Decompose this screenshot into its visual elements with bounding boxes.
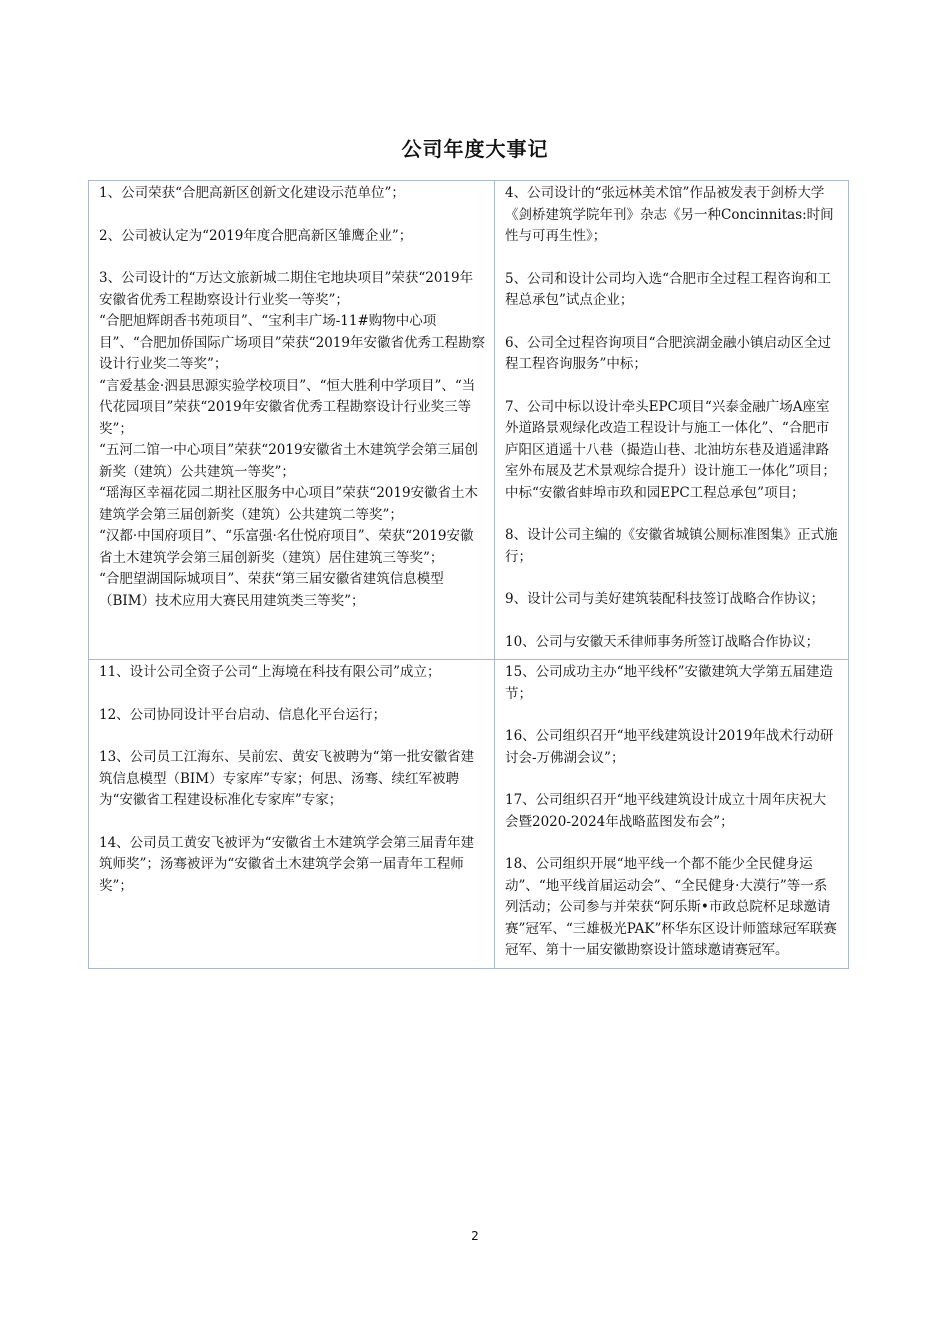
event-item-3-third-prize: “言爱基金·泗县思源实验学校项目”、“恒大胜利中学项目”、“当代花园项目”荣获“2019年安徽省优秀工程勘察设计行业奖三等奖”； (99, 377, 476, 437)
event-item-16: 16、公司组织召开“地平线建筑设计2019年战术行动研讨会-万佛湖会议”； (505, 728, 834, 766)
event-item-2: 2、公司被认定为“2019年度合肥高新区雏鹰企业”； (99, 227, 413, 244)
event-item-10: 10、公司与安徽天禾律师事务所签订战略合作协议； (505, 633, 820, 650)
event-item-3-innovation-third: “汉都·中国府项目”、“乐富强·名仕悦府项目”、荣获“2019安徽省土木建筑学会第三届创新奖（建筑）居住建筑三等奖”； (99, 528, 474, 566)
table-row (89, 181, 849, 660)
event-item-5: 5、公司和设计公司均入选“合肥市全过程工程咨询和工程总承包”试点企业； (505, 270, 831, 308)
events-cell-2-right (495, 660, 849, 969)
event-item-1: 1、公司荣获“合肥高新区创新文化建设示范单位”； (99, 185, 405, 201)
event-item-6: 6、公司全过程咨询项目“合肥滨湖金融小镇启动区全过程工程咨询服务”中标； (505, 334, 831, 372)
event-item-12: 12、公司协同设计平台启动、信息化平台运行； (99, 706, 387, 723)
event-item-3-innovation-first: “五河二馆一中心项目”荣获“2019安徽省土木建筑学会第三届创新奖（建筑）公共建筑一等奖”； (99, 442, 479, 480)
event-item-15: 15、公司成功主办“地平线杯”安徽建筑大学第五届建造节； (505, 664, 833, 702)
event-item-3-second-prize: “合肥旭辉朗香书苑项目”、“宝利丰广场-11#购物中心项目”、“合肥加侨国际广场项目”荣获“2019年安徽省优秀工程勘察设计行业奖二等奖”； (99, 313, 485, 372)
events-cell-1-right (495, 181, 849, 660)
events-cell-1-left (89, 181, 495, 660)
page-title: 公司年度大事记 (401, 137, 549, 161)
event-item-3-bim-award: “合肥望湖国际城项目”、荣获“第三届安徽省建筑信息模型（BIM）技术应用大赛民用建筑类三等奖”； (99, 571, 444, 609)
events-table (88, 180, 849, 969)
event-item-9: 9、设计公司与美好建筑装配科技签订战略合作协议； (505, 591, 825, 607)
event-item-11: 11、设计公司全资子公司“上海境在科技有限公司”成立； (99, 664, 441, 680)
event-item-8: 8、设计公司主编的《安徽省城镇公厕标准图集》正式施行； (505, 527, 838, 565)
event-item-13: 13、公司员工江海东、吴前宏、黄安飞被聘为“第一批安徽省建筑信息模型（BIM）专家库”专家；何思、汤骞、续红军被聘为“安徽省工程建设标准化专家库”专家； (99, 749, 475, 808)
event-item-3: 3、公司设计的“万达文旅新城二期住宅地块项目”荣获“2019年安徽省优秀工程勘察设计行业奖一等奖”； (99, 270, 474, 308)
page-number: 2 (471, 1229, 479, 1243)
event-item-14: 14、公司员工黄安飞被评为“安徽省土木建筑学会第三届青年建筑师奖”；汤骞被评为“安徽省土木建筑学会第一届青年工程师奖”； (99, 834, 475, 894)
events-cell-2-left (89, 660, 495, 969)
event-item-7: 7、公司中标以设计牵头EPC项目“兴泰金融广场A座室外道路景观绿化改造工程设计与施工一体化”、“合肥市庐阳区逍遥十八巷（撮造山巷、北油坊东巷及逍遥津路室外布展及艺术景观综合提升）设计施工一体化”项目；中标“安徽省蚌埠市玖和园EPC工程总承包”项目； (505, 398, 836, 501)
event-item-4: 4、公司设计的“张远林美术馆”作品被发表于剑桥大学《剑桥建筑学院年刊》杂志《另一种Concinnitas:时间性与可再生性》； (505, 185, 834, 244)
event-item-17: 17、公司组织召开“地平线建筑设计成立十周年庆祝大会暨2020-2024年战略蓝图发布会”； (505, 792, 827, 830)
table-row (89, 660, 849, 969)
event-item-18: 18、公司组织开展“地平线一个都不能少全民健身运动”、“地平线首届运动会”、“全民健身·大漠行”等一系列活动；公司参与并荣获“阿乐斯•市政总院杯足球邀请赛”冠军、“三雄极光PAK”杯华东区设计师篮球冠军联赛冠军、第十一届安徽勘察设计篮球邀请赛冠军。 (505, 856, 837, 958)
event-item-3-innovation-second: “瑶海区幸福花园二期社区服务中心项目”荣获“2019安徽省土木建筑学会第三届创新奖（建筑）公共建筑二等奖”； (99, 485, 479, 523)
